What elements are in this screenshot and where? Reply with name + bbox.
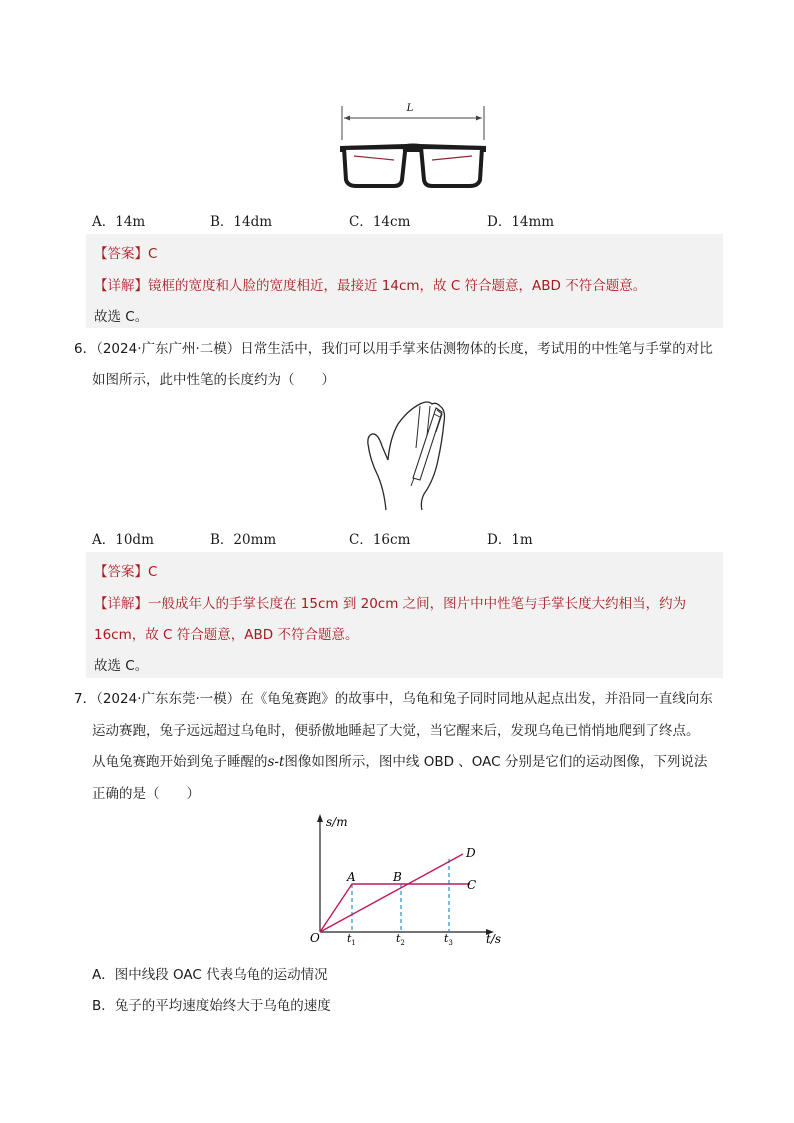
- option-c[interactable]: C．16cm: [349, 532, 411, 548]
- q7-stem-line-2: 运动赛跑，兔子远远超过乌龟时，便骄傲地睡起了大觉，当它醒来后，发现乌龟已悄悄地爬到了终点。: [92, 723, 700, 739]
- glasses-figure: [334, 100, 490, 192]
- q7-option-a[interactable]: A．图中线段 OAC 代表乌龟的运动情况: [92, 967, 328, 983]
- q6-answer-box: [86, 552, 723, 678]
- detail-line: [94, 274, 646, 294]
- option-a[interactable]: A．14m: [92, 214, 146, 230]
- point-b-label: B: [393, 870, 402, 884]
- answer-value: C: [148, 246, 158, 262]
- t3-label: $t_3$: [444, 932, 453, 947]
- q7-stem-line-1: 7．（2024·广东东莞·一模）在《龟兔赛跑》的故事中，乌龟和兔子同时同地从起点出发，并沿同一直线向东: [74, 691, 713, 707]
- hand-pen-figure: [364, 398, 456, 512]
- x-axis-label: t/s: [486, 932, 502, 946]
- st-graph: [306, 812, 512, 948]
- detail-line-2: 16cm，故 C 符合题意，ABD 不符合题意。: [94, 627, 359, 643]
- q5-options: [92, 210, 712, 232]
- detail-text-1: 一般成年人的手掌长度在 15cm 到 20cm 之间，图片中中性笔与手掌长度大约相当，约为: [148, 596, 687, 612]
- option-a[interactable]: A．10dm: [92, 532, 154, 548]
- option-c[interactable]: C．14cm: [349, 214, 411, 230]
- st-variable: s-t: [267, 754, 285, 770]
- q6-stem-line-1: 6．（2024·广东广州·二模）日常生活中，我们可以用手掌来估测物体的长度，考试用的中性笔与手掌的对比: [74, 341, 713, 357]
- detail-text: 镜框的宽度和人脸的宽度相近，最接近 14cm，故 C 符合题意，ABD 不符合题意。: [148, 278, 647, 294]
- answer-tag: 【答案】: [94, 246, 148, 262]
- option-b[interactable]: B．20mm: [210, 532, 277, 548]
- detail-line-1: [94, 592, 686, 612]
- y-axis-arrow: [317, 814, 323, 822]
- line-obd: [320, 854, 463, 932]
- q7-option-b[interactable]: B．兔子的平均速度始终大于乌龟的速度: [92, 998, 331, 1014]
- stem-text-post: 图像如图所示，图中线 OBD 、OAC 分别是它们的运动图像，下列说法: [284, 754, 708, 770]
- point-a-label: A: [347, 870, 356, 884]
- answer-tag: 【答案】: [94, 564, 148, 580]
- answer-value: C: [148, 564, 158, 580]
- option-d[interactable]: D．14mm: [487, 214, 555, 230]
- option-d[interactable]: D．1m: [487, 532, 533, 548]
- q5-answer-box: [86, 234, 723, 328]
- q6-stem-line-2: 如图所示，此中性笔的长度约为（ ）: [92, 372, 335, 388]
- q7-stem-line-3: [92, 750, 707, 770]
- conclusion-line: 故选 C。: [94, 658, 149, 674]
- q6-options: [92, 528, 712, 550]
- point-c-label: C: [467, 878, 477, 892]
- t2-label: $t_2$: [396, 932, 405, 947]
- option-b[interactable]: B．14dm: [210, 214, 273, 230]
- answer-line: [94, 560, 157, 580]
- conclusion-line: 故选 C。: [94, 309, 149, 325]
- t1-label: $t_1$: [347, 932, 356, 947]
- y-axis-label: s/m: [326, 815, 348, 829]
- detail-tag: 【详解】: [94, 278, 148, 294]
- stem-text-pre: 从龟兔赛跑开始到兔子睡醒的: [92, 754, 268, 770]
- point-d-label: D: [466, 846, 476, 860]
- answer-line: [94, 242, 157, 262]
- detail-tag: 【详解】: [94, 596, 148, 612]
- q7-stem-line-4: 正确的是（ ）: [92, 786, 200, 802]
- dimension-label: L: [406, 103, 414, 114]
- origin-label: O: [310, 931, 320, 945]
